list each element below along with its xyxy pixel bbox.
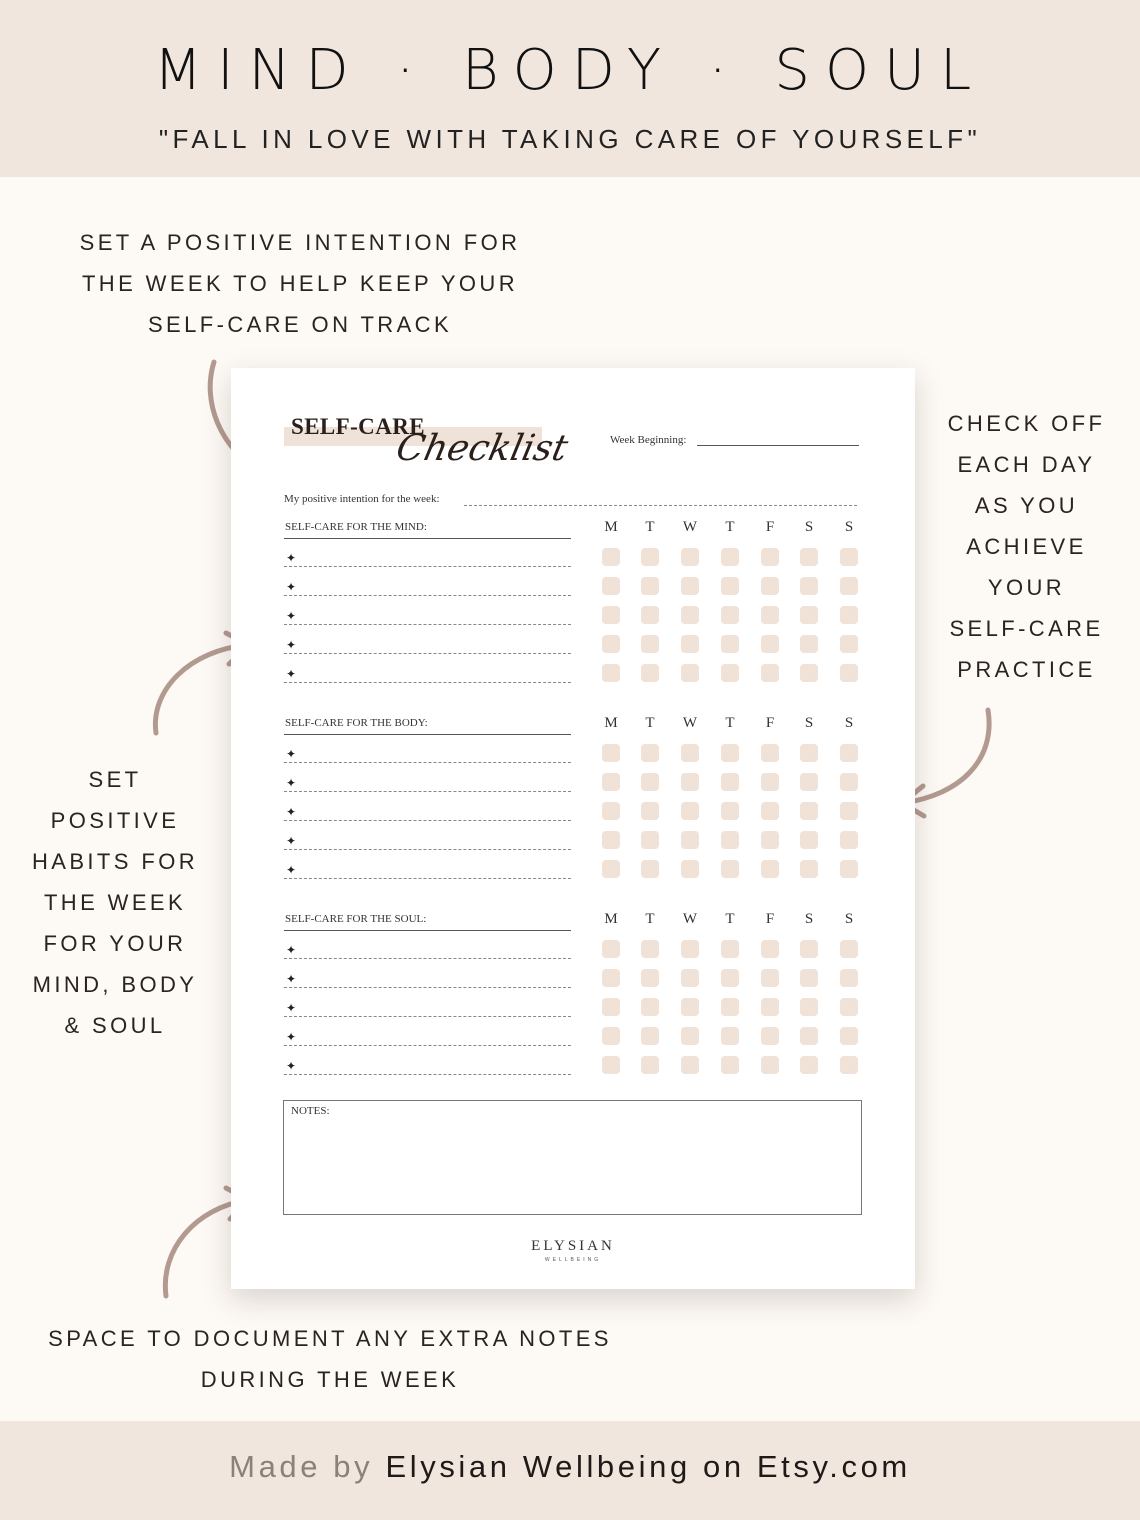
day-checkbox[interactable] [602,1056,620,1074]
day-checkbox[interactable] [681,1027,699,1045]
day-header: S [844,911,854,927]
day-checkbox[interactable] [840,940,858,958]
section-rule [284,734,571,735]
day-header: T [725,911,735,927]
day-header: T [645,519,655,535]
day-header: S [844,715,854,731]
day-checkbox[interactable] [840,831,858,849]
day-checkbox[interactable] [800,1056,818,1074]
day-checkbox[interactable] [681,998,699,1016]
day-checkbox[interactable] [602,548,620,566]
day-checkbox[interactable] [602,969,620,987]
footer-made-by: Made by [229,1449,374,1484]
item-line[interactable] [284,566,571,567]
day-checkbox[interactable] [800,802,818,820]
day-checkbox[interactable] [800,969,818,987]
item-bullet-icon: ✦ [286,863,297,877]
intention-label: My positive intention for the week: [284,493,440,505]
day-checkbox[interactable] [602,860,620,878]
item-bullet-icon: ✦ [286,1059,297,1073]
day-checkbox[interactable] [721,1027,739,1045]
day-checkbox[interactable] [681,1056,699,1074]
item-line[interactable] [284,762,571,763]
day-checkbox[interactable] [602,831,620,849]
day-checkbox[interactable] [721,548,739,566]
day-checkbox[interactable] [761,860,779,878]
day-checkbox[interactable] [761,635,779,653]
day-checkbox[interactable] [840,635,858,653]
arrow-check [903,710,989,803]
day-checkbox[interactable] [681,577,699,595]
day-checkbox[interactable] [840,577,858,595]
day-checkbox[interactable] [800,548,818,566]
day-checkbox[interactable] [721,998,739,1016]
item-bullet-icon: ✦ [286,972,297,986]
day-checkbox[interactable] [761,577,779,595]
day-header: F [765,715,775,731]
day-checkbox[interactable] [681,548,699,566]
day-checkbox[interactable] [800,998,818,1016]
day-checkbox[interactable] [681,940,699,958]
day-checkbox[interactable] [602,1027,620,1045]
day-checkbox[interactable] [840,664,858,682]
day-checkbox[interactable] [681,802,699,820]
day-header: T [645,715,655,731]
day-checkbox[interactable] [681,773,699,791]
section-title: SELF-CARE FOR THE MIND: [285,521,427,533]
brand-logo-sub: WELLBEING [544,1257,602,1263]
notes-box[interactable] [283,1100,862,1215]
day-checkbox[interactable] [800,831,818,849]
day-header: S [804,715,814,731]
section-rule [284,930,571,931]
item-line[interactable] [284,1074,571,1075]
day-checkbox[interactable] [800,1027,818,1045]
day-checkbox[interactable] [840,1056,858,1074]
item-line[interactable] [284,987,571,988]
day-header: T [725,519,735,535]
day-checkbox[interactable] [641,860,659,878]
item-line[interactable] [284,849,571,850]
day-checkbox[interactable] [641,548,659,566]
item-bullet-icon: ✦ [286,667,297,681]
item-line[interactable] [284,791,571,792]
tagline: "FALL IN LOVE WITH TAKING CARE OF YOURSELF" [158,124,982,154]
item-bullet-icon: ✦ [286,834,297,848]
day-checkbox[interactable] [641,1056,659,1074]
day-checkbox[interactable] [641,606,659,624]
day-checkbox[interactable] [721,1056,739,1074]
day-checkbox[interactable] [721,969,739,987]
day-checkbox[interactable] [602,773,620,791]
item-bullet-icon: ✦ [286,776,297,790]
item-bullet-icon: ✦ [286,1001,297,1015]
sheet-title: SELF-CARE [291,414,425,439]
day-checkbox[interactable] [681,831,699,849]
item-line[interactable] [284,820,571,821]
day-checkbox[interactable] [800,940,818,958]
day-checkbox[interactable] [721,831,739,849]
day-checkbox[interactable] [681,664,699,682]
section-title: SELF-CARE FOR THE SOUL: [285,913,427,925]
item-bullet-icon: ✦ [286,943,297,957]
day-checkbox[interactable] [840,1027,858,1045]
day-checkbox[interactable] [602,940,620,958]
notes-label: NOTES: [291,1105,330,1117]
item-bullet-icon: ✦ [286,551,297,565]
day-checkbox[interactable] [602,577,620,595]
day-checkbox[interactable] [800,635,818,653]
day-checkbox[interactable] [840,860,858,878]
item-line[interactable] [284,878,571,879]
day-checkbox[interactable] [761,548,779,566]
day-checkbox[interactable] [721,606,739,624]
day-header: M [604,715,618,731]
day-checkbox[interactable] [761,773,779,791]
week-beginning-label: Week Beginning: [610,434,687,446]
day-checkbox[interactable] [681,606,699,624]
day-checkbox[interactable] [840,998,858,1016]
callout-intention: SET A POSITIVE INTENTION FOR THE WEEK TO HELP KEEP YOUR SELF-CARE ON TRACK [79,230,521,337]
day-checkbox[interactable] [840,773,858,791]
day-checkbox[interactable] [681,969,699,987]
day-checkbox[interactable] [800,606,818,624]
day-checkbox[interactable] [641,635,659,653]
day-checkbox[interactable] [641,577,659,595]
day-checkbox[interactable] [641,744,659,762]
brand-logo: ELYSIAN [531,1238,615,1254]
day-checkbox[interactable] [721,664,739,682]
item-line[interactable] [284,595,571,596]
day-checkbox[interactable] [840,969,858,987]
day-header: S [804,519,814,535]
item-bullet-icon: ✦ [286,805,297,819]
item-line[interactable] [284,958,571,959]
day-checkbox[interactable] [800,773,818,791]
day-header: S [844,519,854,535]
day-checkbox[interactable] [721,773,739,791]
day-checkbox[interactable] [721,577,739,595]
page-title: MIND · BODY · SOUL [153,38,987,103]
day-checkbox[interactable] [641,998,659,1016]
day-header: M [604,519,618,535]
day-checkbox[interactable] [721,744,739,762]
day-checkbox[interactable] [840,606,858,624]
day-checkbox[interactable] [761,998,779,1016]
day-checkbox[interactable] [800,664,818,682]
footer-shop: Elysian Wellbeing on Etsy.com [385,1449,911,1484]
day-checkbox[interactable] [602,664,620,682]
day-checkbox[interactable] [840,548,858,566]
day-checkbox[interactable] [641,802,659,820]
day-checkbox[interactable] [681,744,699,762]
day-header: W [682,715,698,731]
footer-credit [0,1449,1140,1485]
item-bullet-icon: ✦ [286,747,297,761]
day-checkbox[interactable] [761,664,779,682]
day-checkbox[interactable] [721,860,739,878]
day-checkbox[interactable] [681,635,699,653]
day-checkbox[interactable] [641,831,659,849]
day-checkbox[interactable] [761,831,779,849]
day-checkbox[interactable] [641,1027,659,1045]
item-bullet-icon: ✦ [286,580,297,594]
item-line[interactable] [284,1045,571,1046]
day-checkbox[interactable] [761,802,779,820]
day-checkbox[interactable] [800,577,818,595]
day-checkbox[interactable] [761,940,779,958]
day-checkbox[interactable] [641,969,659,987]
day-checkbox[interactable] [840,744,858,762]
day-checkbox[interactable] [800,860,818,878]
day-checkbox[interactable] [721,802,739,820]
day-checkbox[interactable] [641,664,659,682]
day-checkbox[interactable] [761,606,779,624]
day-header: W [682,911,698,927]
day-header: M [604,911,618,927]
day-checkbox[interactable] [602,606,620,624]
day-checkbox[interactable] [602,802,620,820]
callout-notes: SPACE TO DOCUMENT ANY EXTRA NOTES DURING THE WEEK [48,1326,612,1392]
day-checkbox[interactable] [602,744,620,762]
day-header: S [804,911,814,927]
day-checkbox[interactable] [681,860,699,878]
day-checkbox[interactable] [602,998,620,1016]
section-title: SELF-CARE FOR THE BODY: [285,717,428,729]
day-checkbox[interactable] [761,969,779,987]
callout-habits: SET POSITIVE HABITS FOR THE WEEK FOR YOUR MIND, BODY & SOUL [31,767,198,1038]
day-checkbox[interactable] [840,802,858,820]
intention-field[interactable] [464,505,857,506]
item-line[interactable] [284,653,571,654]
item-line[interactable] [284,1016,571,1017]
day-checkbox[interactable] [761,1027,779,1045]
item-line[interactable] [284,682,571,683]
checklist-sheet [231,368,915,1289]
day-checkbox[interactable] [721,940,739,958]
day-header: F [765,519,775,535]
week-beginning-field[interactable] [697,445,859,446]
day-checkbox[interactable] [761,1056,779,1074]
day-header: T [725,715,735,731]
day-checkbox[interactable] [721,635,739,653]
section-rule [284,538,571,539]
day-header: W [682,519,698,535]
day-checkbox[interactable] [602,635,620,653]
day-checkbox[interactable] [761,744,779,762]
day-checkbox[interactable] [641,940,659,958]
callout-check-off: CHECK OFF EACH DAY AS YOU ACHIEVE YOUR SELF-CARE PRACTICE [947,411,1106,682]
item-line[interactable] [284,624,571,625]
item-bullet-icon: ✦ [286,1030,297,1044]
day-header: T [645,911,655,927]
day-checkbox[interactable] [641,773,659,791]
item-bullet-icon: ✦ [286,638,297,652]
item-bullet-icon: ✦ [286,609,297,623]
day-header: F [765,911,775,927]
sheet-title-script: Checklist [392,428,572,469]
day-checkbox[interactable] [800,744,818,762]
